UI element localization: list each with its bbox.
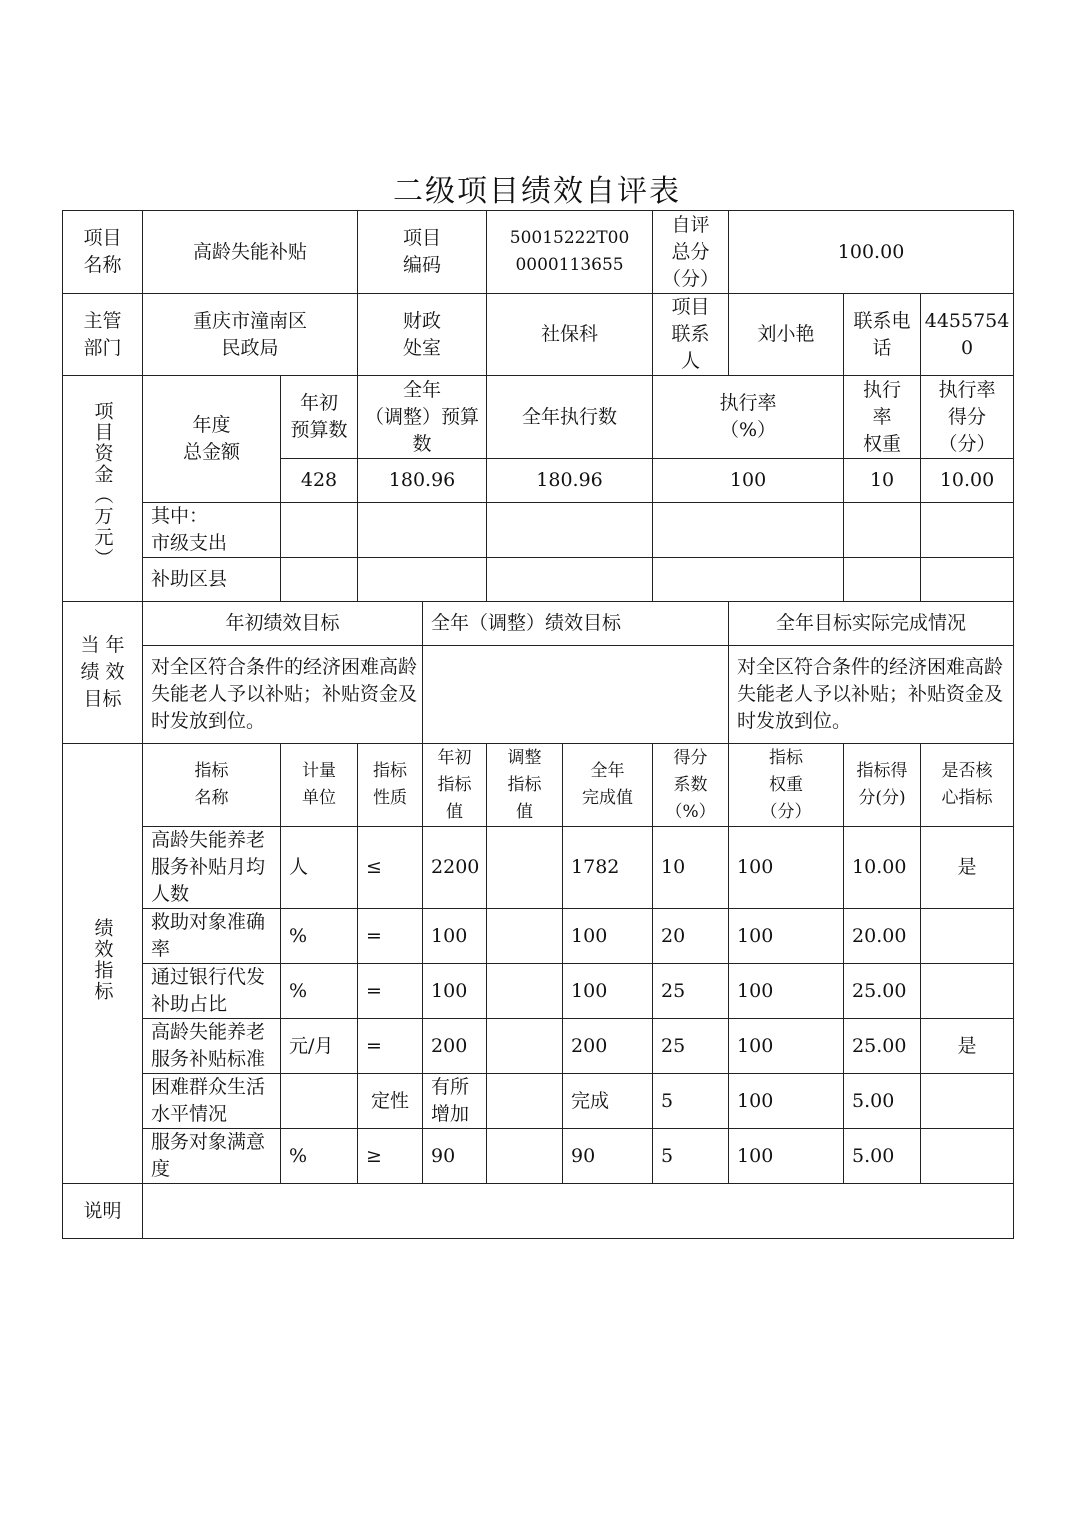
ind-unit: 元/月 (281, 1019, 358, 1074)
project-code-label: 项目 编码 (358, 211, 487, 294)
ind-core (921, 1074, 1014, 1129)
evaluation-table (62, 210, 1014, 1239)
ind-initial: 有所 增加 (423, 1074, 487, 1129)
ind-weight: 100 (729, 964, 844, 1019)
ind-weight: 100 (729, 827, 844, 909)
ind-col-weight: 指标 权重 （分） (729, 744, 844, 827)
ind-nature: = (358, 909, 423, 964)
ind-adjusted (487, 909, 563, 964)
note-label: 说明 (63, 1184, 143, 1239)
empty-cell (487, 503, 653, 558)
ind-col-unit: 计量 单位 (281, 744, 358, 827)
col-exec-rate: 执行率 （%） (653, 376, 844, 459)
actual-goal-label: 全年目标实际完成情况 (729, 602, 1014, 646)
ind-col-name: 指标 名称 (143, 744, 281, 827)
ind-coef: 5 (653, 1129, 729, 1184)
ind-adjusted (487, 964, 563, 1019)
ind-initial: 2200 (423, 827, 487, 909)
contact-label: 项目 联系 人 (653, 294, 729, 376)
ind-actual: 100 (563, 964, 653, 1019)
ind-name: 高龄失能养老服务补贴标准 (143, 1019, 281, 1074)
project-name-label: 项目 名称 (63, 211, 143, 294)
project-code-value: 50015222T00 0000113655 (487, 211, 653, 294)
ind-score: 10.00 (844, 827, 921, 909)
empty-cell (653, 558, 844, 602)
dept-label: 主管 部门 (63, 294, 143, 376)
ind-score: 25.00 (844, 1019, 921, 1074)
indicators-section-label (63, 744, 143, 1184)
finance-value: 社保科 (487, 294, 653, 376)
ind-weight: 100 (729, 1129, 844, 1184)
phone-label: 联系电话 (844, 294, 921, 376)
ind-unit (281, 1074, 358, 1129)
ind-coef: 5 (653, 1074, 729, 1129)
page-title: 二级项目绩效自评表 (393, 174, 681, 209)
exec-weight-value: 10 (844, 459, 921, 503)
ind-coef: 20 (653, 909, 729, 964)
ind-initial: 90 (423, 1129, 487, 1184)
ind-col-nature: 指标 性质 (358, 744, 423, 827)
actual-goal-text: 对全区符合条件的经济困难高龄失能老人予以补贴；补贴资金及时发放到位。 (729, 646, 1014, 744)
note-text (143, 1184, 1014, 1239)
table-row (63, 1129, 1014, 1184)
ind-core (921, 1129, 1014, 1184)
contact-value: 刘小艳 (729, 294, 844, 376)
col-adjusted-budget: 全年 （调整）预算数 (358, 376, 487, 459)
ind-actual: 200 (563, 1019, 653, 1074)
ind-nature: ≥ (358, 1129, 423, 1184)
ind-actual: 1782 (563, 827, 653, 909)
ind-nature: = (358, 1019, 423, 1074)
ind-name: 服务对象满意度 (143, 1129, 281, 1184)
ind-actual: 完成 (563, 1074, 653, 1129)
executed-value: 180.96 (487, 459, 653, 503)
empty-cell (358, 503, 487, 558)
ind-nature: ≤ (358, 827, 423, 909)
phone-value: 44557540 (921, 294, 1014, 376)
score-label: 自评 总分 （分） (653, 211, 729, 294)
goals-section-line-3: 目标 (83, 688, 122, 710)
funds-section-text: 项目资金（万元） (91, 400, 114, 569)
adjusted-budget-value: 180.96 (358, 459, 487, 503)
county-subsidy-label: 补助区县 (143, 558, 281, 602)
goals-section-line-1: 当 年 (80, 634, 125, 656)
ind-name: 高龄失能养老服务补贴月均人数 (143, 827, 281, 909)
ind-weight: 100 (729, 1074, 844, 1129)
exec-score-value: 10.00 (921, 459, 1014, 503)
ind-core (921, 909, 1014, 964)
table-row (63, 827, 1014, 909)
ind-coef: 25 (653, 964, 729, 1019)
ind-score: 25.00 (844, 964, 921, 1019)
initial-goal-label: 年初绩效目标 (143, 602, 423, 646)
ind-col-initial: 年初 指标 值 (423, 744, 487, 827)
ind-col-adjusted: 调整 指标 值 (487, 744, 563, 827)
ind-adjusted (487, 827, 563, 909)
ind-name: 困难群众生活水平情况 (143, 1074, 281, 1129)
ind-score: 5.00 (844, 1074, 921, 1129)
empty-cell (653, 503, 844, 558)
ind-adjusted (487, 1074, 563, 1129)
ind-weight: 100 (729, 1019, 844, 1074)
empty-cell (281, 503, 358, 558)
ind-score: 20.00 (844, 909, 921, 964)
exec-rate-value: 100 (653, 459, 844, 503)
empty-cell (921, 558, 1014, 602)
col-executed: 全年执行数 (487, 376, 653, 459)
adjusted-goal-text (423, 646, 729, 744)
ind-core: 是 (921, 827, 1014, 909)
ind-adjusted (487, 1129, 563, 1184)
ind-col-core: 是否核 心指标 (921, 744, 1014, 827)
ind-name: 通过银行代发补助占比 (143, 964, 281, 1019)
col-initial-budget: 年初 预算数 (281, 376, 358, 459)
empty-cell (487, 558, 653, 602)
score-value: 100.00 (729, 211, 1014, 294)
empty-cell (844, 558, 921, 602)
empty-cell (358, 558, 487, 602)
funds-section-label (63, 376, 143, 602)
adjusted-goal-label: 全年（调整）绩效目标 (423, 602, 729, 646)
col-exec-weight: 执行 率 权重 (844, 376, 921, 459)
table-row (63, 909, 1014, 964)
ind-coef: 25 (653, 1019, 729, 1074)
project-name-value: 高龄失能补贴 (143, 211, 358, 294)
ind-initial: 100 (423, 964, 487, 1019)
ind-nature: = (358, 964, 423, 1019)
indicators-section-text: 绩效指标 (91, 917, 114, 1002)
empty-cell (921, 503, 1014, 558)
ind-actual: 100 (563, 909, 653, 964)
goals-section-label (63, 602, 143, 744)
empty-cell (281, 558, 358, 602)
ind-score: 5.00 (844, 1129, 921, 1184)
ind-core: 是 (921, 1019, 1014, 1074)
col-exec-score: 执行率 得分 （分） (921, 376, 1014, 459)
ind-coef: 10 (653, 827, 729, 909)
initial-goal-text: 对全区符合条件的经济困难高龄失能老人予以补贴；补贴资金及时发放到位。 (143, 646, 423, 744)
ind-col-actual: 全年 完成值 (563, 744, 653, 827)
ind-unit: % (281, 909, 358, 964)
ind-nature: 定性 (358, 1074, 423, 1129)
table-row (63, 964, 1014, 1019)
ind-unit: % (281, 964, 358, 1019)
ind-name: 救助对象准确率 (143, 909, 281, 964)
initial-budget-value: 428 (281, 459, 358, 503)
ind-initial: 100 (423, 909, 487, 964)
finance-label: 财政 处室 (358, 294, 487, 376)
ind-col-score: 指标得 分(分) (844, 744, 921, 827)
ind-unit: % (281, 1129, 358, 1184)
empty-cell (844, 503, 921, 558)
annual-total-label: 年度 总金额 (143, 376, 281, 503)
goals-section-line-2: 绩 效 (80, 661, 125, 683)
ind-core (921, 964, 1014, 1019)
ind-col-coef: 得分 系数 （%） (653, 744, 729, 827)
table-row (63, 1074, 1014, 1129)
ind-actual: 90 (563, 1129, 653, 1184)
ind-initial: 200 (423, 1019, 487, 1074)
ind-weight: 100 (729, 909, 844, 964)
dept-value: 重庆市潼南区 民政局 (143, 294, 358, 376)
city-expense-label: 其中： 市级支出 (143, 503, 281, 558)
ind-adjusted (487, 1019, 563, 1074)
ind-unit: 人 (281, 827, 358, 909)
table-row (63, 1019, 1014, 1074)
